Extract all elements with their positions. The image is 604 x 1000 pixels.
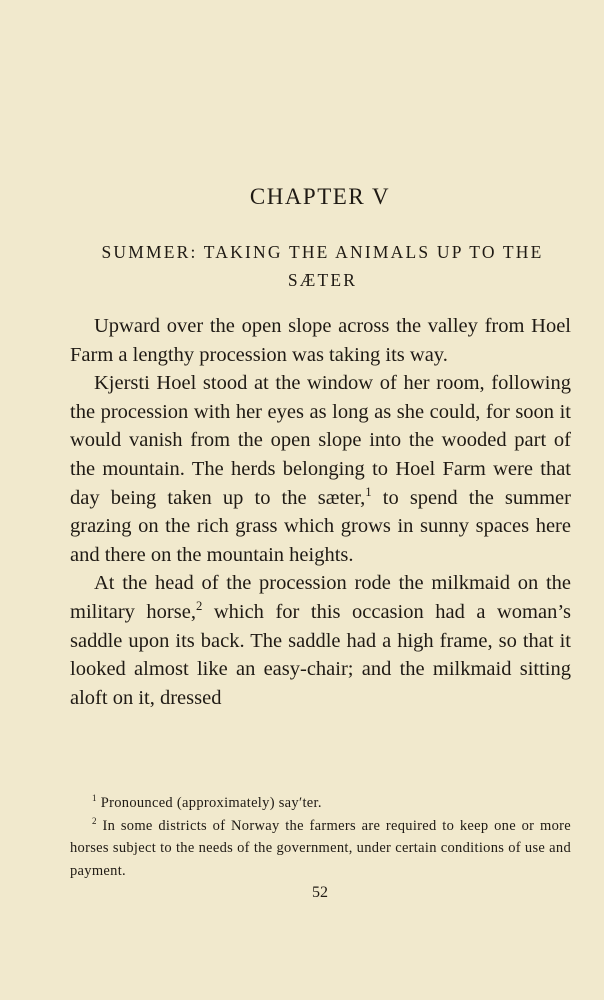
paragraph-2-after-note: to spend the summer grazing on the rich grass which grows in sunny spaces here and there on the mountain heights. [70,486,571,566]
chapter-subtitle: SUMMER: TAKING THE ANIMALS UP TO THE SÆTER [101,242,544,290]
paragraph-3 [70,569,571,712]
paragraph-3-before-note: At the head of the procession rode the milkmaid on the military horse, [70,572,571,623]
footnote-text-1: Pronounced (approximately) say′ter. [96,795,322,811]
footnote-1 [70,792,571,815]
footnote-marker-2: 2 [92,815,97,826]
footnote-reference-2: 2 [195,599,203,614]
footnotes [70,792,571,882]
footnote-text-2: In some districts of Norway the farmers are required to keep one or more horses subject to the needs of the government, under certain conditions of use and payment. [70,817,571,879]
footnote-marker-1: 1 [92,793,97,804]
page-number: 52 [312,884,328,901]
paragraph-1-text: Upward over the open slope across the valley from Hoel Farm a lengthy procession was taking its way. [70,315,571,366]
paragraph-3-after-note: which for this occasion had a woman’s saddle upon its back. The saddle had a high frame, so that it looked almost like an easy-chair; and the milkmaid sitting aloft on it, dressed [70,600,571,709]
paragraph-2-before-note: Kjersti Hoel stood at the window of her room, following the procession with her eyes as long as she could, for soon it would vanish from the open slope into the wooded part of the mountain. The herds belonging to Hoel Farm were that day being taken up to the sæter, [70,372,571,509]
chapter-title: CHAPTER V [249,184,391,209]
paragraph-1 [70,312,571,369]
paragraph-2 [70,369,571,569]
footnote-2 [70,815,571,883]
body-text [70,312,571,712]
footnote-reference-1: 1 [365,484,372,499]
